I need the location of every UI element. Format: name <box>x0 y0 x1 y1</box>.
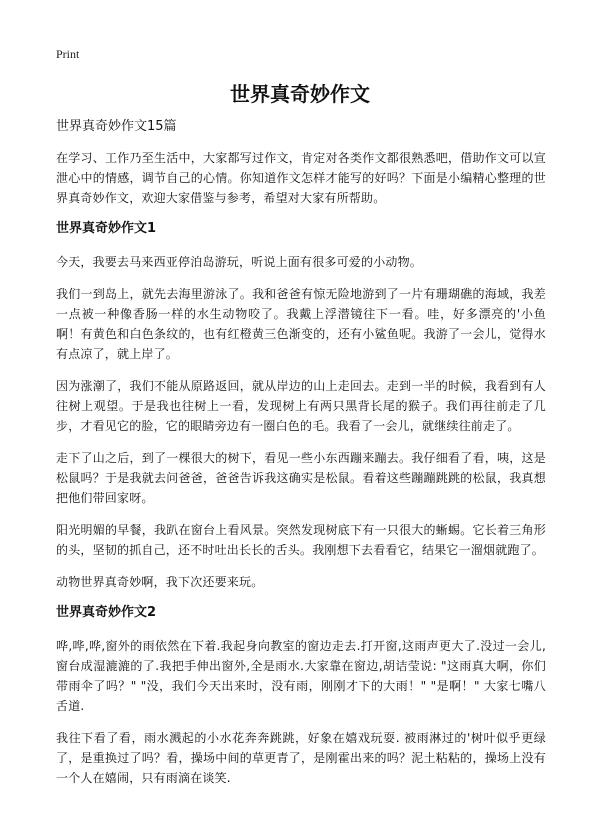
paragraph: 动物世界真奇妙啊，我下次还要来玩。 <box>56 575 264 589</box>
paragraph: 今天，我要去马来西亚停泊岛游玩，听说上面有很多可爱的小动物。 <box>56 255 423 269</box>
paragraph: 我们一到岛上，就先去海里游泳了。我和爸爸有惊无险地游到了一片有珊瑚礁的海域，我差一点被一种像香肠一样的水生动物咬了。我戴上浮潜镜往下一看。哇，好多漂亮的'小鱼啊！有黄色和白色条纹的，也有红橙黄三色渐变的，还有小鲨鱼呢。我游了一会儿，觉得水有点凉了，就上岸了。 <box>56 287 546 361</box>
paragraph: 哗,哗,哗,窗外的雨依然在下着.我起身向教室的窗边走去.打开窗,这雨声更大了.没过一会儿,窗台成湿漉漉的了.我把手伸出窗外,全是雨水.大家靠在窗边,胡诘莹说: "这雨真大啊，你们带雨伞了吗？" "没，我们今天出来时，没有雨，刚刚才下的大雨！" "是啊！" 大家七嘴八舌道. <box>56 639 546 713</box>
print-link[interactable]: Print <box>56 47 80 61</box>
paragraph: 因为涨潮了，我们不能从原路返回，就从岸边的山上走回去。走到一半的时候，我看到有人往树上观望。于是我也往树上一看，发现树上有两只黑背长尾的猴子。我们再往前走了几步，才看见它的脸，它的眼睛旁边有一圈白色的毛。我看了一会儿，就继续往前走了。 <box>56 379 546 433</box>
section-heading: 世界真奇妙作文2 <box>56 605 157 620</box>
paragraph: 我往下看了看，雨水溅起的小水花奔奔跳跳，好象在嬉戏玩耍. 被雨淋过的'树叶似乎更绿了，是重换过了吗？看，操场中间的草更青了，是刚霍出来的吗？泥土粘粘的，操场上没有一个人在嬉闹，只有雨滴在谈笑. <box>56 731 546 785</box>
article-subtitle: 世界真奇妙作文15篇 <box>56 119 177 134</box>
section-heading: 世界真奇妙作文1 <box>56 221 157 236</box>
paragraph: 走下了山之后，到了一棵很大的树下，看见一些小东西蹦来蹦去。我仔细看了看，咦，这是松鼠吗？于是我就去问爸爸，爸爸告诉我这确实是松鼠。看着这些蹦蹦跳跳的松鼠，我真想把他们带回家呀。 <box>56 451 546 505</box>
paragraph: 阳光明媚的早餐，我趴在窗台上看风景。突然发现树底下有一只很大的蜥蜴。它长着三角形的头，坚韧的抓自己，还不时吐出长长的舌头。我刚想下去看看它，结果它一溜烟就跑了。 <box>56 523 546 557</box>
intro-paragraph: 在学习、工作乃至生活中，大家都写过作文，肯定对各类作文都很熟悉吧，借助作文可以宣泄心中的情感，调节自己的心情。你知道作文怎样才能写的好吗？下面是小编精心整理的世界真奇妙作文，欢迎大家借鉴与参考，希望对大家有所帮助。 <box>56 151 546 205</box>
article-body <box>56 118 546 800</box>
page-title: 世界真奇妙作文 <box>230 82 370 106</box>
